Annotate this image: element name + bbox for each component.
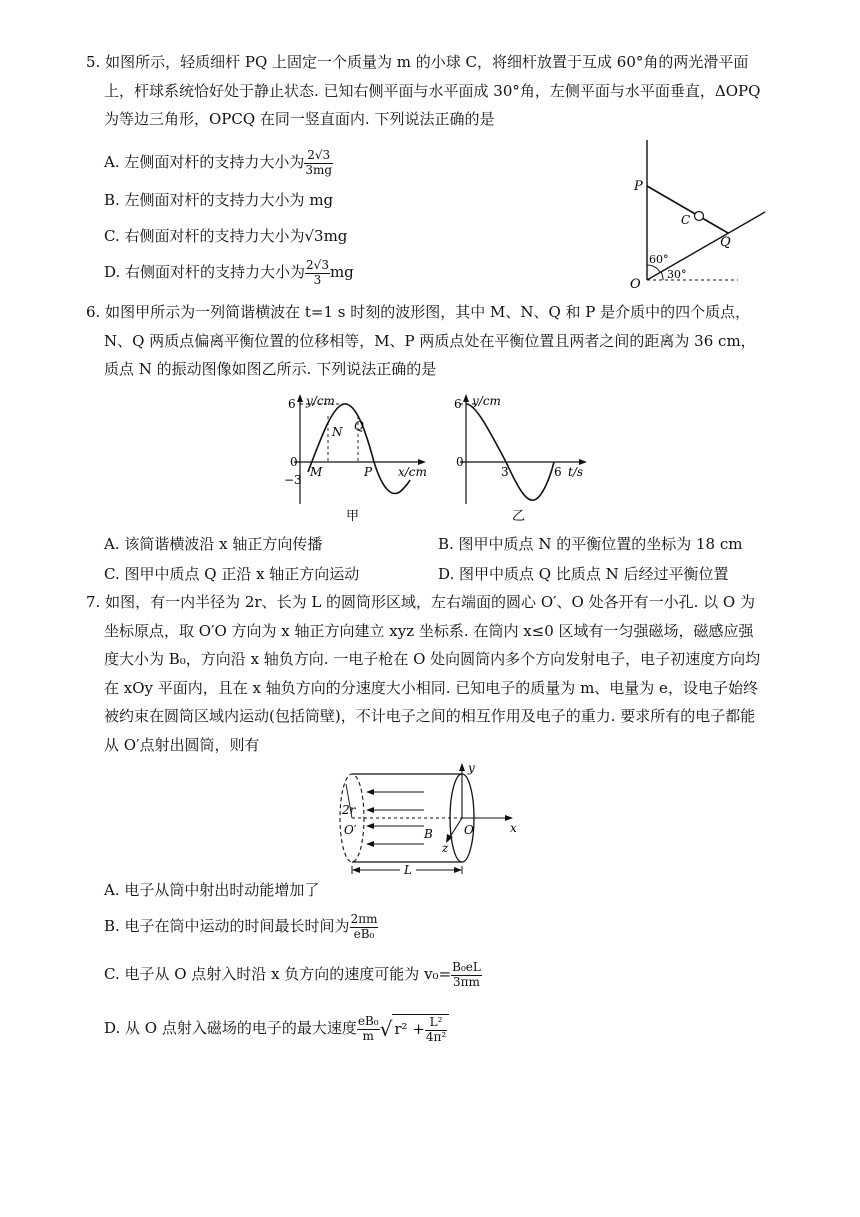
q5-option-d[interactable]: D. 右侧面对杆的支持力大小为 $\frac{2√3}{3}$ mg [104, 258, 354, 287]
q6a-tick-0: 0 [290, 455, 298, 469]
q7-option-d[interactable]: D. 从 O 点射入磁场的电子的最大速度 $\frac{\text{eB₀}}{m}$ √ r² + $\frac{\text{L²}}{\text{4π²}}$ [104, 1010, 449, 1048]
q5-option-a[interactable]: A. 左侧面对杆的支持力大小为 $\frac{2√3}{3mg}$ [104, 148, 333, 177]
q5-incline-right [647, 212, 765, 280]
q6b-caption: 乙 [512, 509, 526, 522]
question-6 [86, 298, 766, 384]
q6a-label-n: N [332, 425, 343, 439]
q7-label-2r: 2r [342, 803, 356, 817]
q6a-tick-6: 6 [288, 397, 296, 411]
q6-graph-a [278, 392, 428, 522]
q5-label-c: C [681, 213, 691, 227]
q7-label-z: z [442, 841, 449, 855]
q5-angle-60: 60° [649, 253, 669, 266]
q6a-ylabel: y/cm [306, 394, 335, 408]
q7-d-fraction: $\frac{\text{eB₀}}{m}$ [357, 1014, 379, 1043]
q6a-label-m: M [310, 465, 323, 479]
q7-label-o: O [464, 823, 474, 837]
question-7 [86, 588, 766, 759]
q7-b-fraction: $\frac{2\pi m}{\text{eB₀}}$ [350, 912, 378, 941]
q6b-tick-6t: 6 [554, 465, 562, 479]
question-5 [86, 48, 766, 134]
q5-ball-c [695, 212, 704, 221]
q6a-caption: 甲 [346, 509, 360, 522]
q6a-label-p: P [364, 465, 373, 479]
q5-label-p: P [634, 179, 643, 194]
q6-stem: 6. 如图甲所示为一列简谐横波在 t=1 s 时刻的波形图，其中 M、N、Q 和 P 是介质中的四个质点，N、Q 两质点偏离平衡位置的位移相等，M、P 两质点处在平衡位置且两者之间的距离为 36 cm，质点 N 的振动图像如图乙所示. 下列说法正确的是 [86, 303, 756, 378]
q5-option-c[interactable]: C. 右侧面对杆的支持力大小为√3mg [104, 227, 348, 245]
q6-option-a[interactable]: A. 该简谐横波沿 x 轴正方向传播 [104, 535, 323, 553]
q5-option-b[interactable]: B. 左侧面对杆的支持力大小为 mg [104, 191, 334, 209]
q7-d-sqrt: r² + $\frac{\text{L²}}{\text{4π²}}$ [392, 1014, 449, 1044]
q6-wave-curve [308, 404, 410, 494]
q7-label-l: L [404, 863, 412, 877]
q7-label-b: B [424, 827, 433, 841]
q6b-ylabel: y/cm [472, 394, 501, 408]
q5-a-fraction: $\frac{2√3}{3mg}$ [305, 148, 333, 177]
q7-option-c[interactable]: C. 电子从 O 点射入时沿 x 负方向的速度可能为 v₀= $\frac{\text{B₀eL}}{3\pi m}$ [104, 960, 481, 989]
q7-label-o-prime: O′ [344, 823, 357, 837]
q5-angle-30: 30° [667, 268, 687, 281]
q5-label-o: O [630, 277, 641, 290]
q7-stem: 7. 如图，有一内半径为 2r、长为 L 的圆筒形区域，左右端面的圆心 O′、O 处各开有一小孔. 以 O 为坐标原点，取 O′O 方向为 x 轴正方向建立 xyz 坐标系. 在筒内 x≤0 区域有一匀强磁场，磁感应强度大小为 B₀，方向沿 x 轴负方向. 一电子枪在 O 处向圆筒内多个方向发射电子，电子初速度方向均在 xOy 平面内，且在 x 轴负方向的分速度大小相同. 已知电子的质量为 m、电量为 e，设电子始终被约束在圆筒区域内运动(包括筒壁)，不计电子之间的相互作用及电子的重力. 要求所有的电子都能从 O′点射出圆筒，则有 [86, 593, 761, 754]
q7-option-a[interactable]: A. 电子从筒中射出时动能增加了 [104, 881, 320, 899]
q6b-tick-6: 6 [454, 397, 462, 411]
q6a-xlabel: x/cm [398, 465, 427, 479]
q7-label-y: y [468, 762, 475, 775]
q5-label-q: Q [720, 235, 731, 250]
q6a-label-q: Q [354, 419, 364, 433]
q6-vibration-curve [466, 404, 554, 500]
q6b-tick-0: 0 [456, 455, 464, 469]
q6-option-c[interactable]: C. 图甲中质点 Q 正沿 x 轴正方向运动 [104, 565, 360, 583]
q7-option-b[interactable]: B. 电子在筒中运动的时间最长时间为 $\frac{2\pi m}{\text{eB₀}}$ [104, 912, 378, 941]
q6-option-d[interactable]: D. 图甲中质点 Q 比质点 N 后经过平衡位置 [438, 565, 729, 583]
q5-d-fraction: $\frac{2√3}{3}$ [306, 258, 329, 287]
q5-stem: 5. 如图所示，轻质细杆 PQ 上固定一个质量为 m 的小球 C，将细杆放置于互成 60°角的两光滑平面上，杆球系统恰好处于静止状态. 已知右侧平面与水平面成 30°角，左侧平面与水平面垂直，ΔOPQ 为等边三角形，OPCQ 在同一竖直面内. 下列说法正确的是 [86, 53, 761, 128]
q5-figure [620, 140, 770, 290]
q6b-tick-3: 3 [501, 465, 509, 479]
q7-c-fraction: $\frac{\text{B₀eL}}{3\pi m}$ [452, 960, 481, 989]
q7-label-x: x [510, 821, 517, 835]
q6a-tick-m3: −3 [284, 473, 302, 487]
q6b-xlabel: t/s [568, 465, 584, 479]
q7-figure [330, 762, 530, 880]
q6-option-b[interactable]: B. 图甲中质点 N 的平衡位置的坐标为 18 cm [438, 535, 743, 553]
q6-graph-b [450, 392, 600, 522]
